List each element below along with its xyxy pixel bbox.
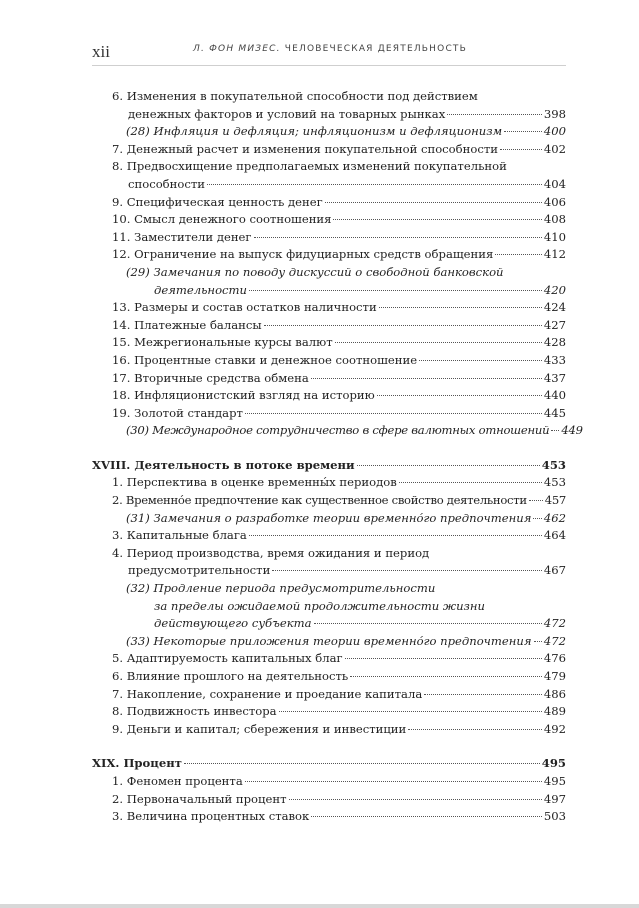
toc-excursus-32[interactable] xyxy=(92,615,566,633)
toc-page-number: 467 xyxy=(543,563,566,578)
toc-page-number: 492 xyxy=(543,721,566,736)
toc-page-number: 428 xyxy=(543,335,566,350)
toc-page-number: 462 xyxy=(543,510,566,525)
dot-leader xyxy=(533,518,541,519)
toc-page-number: 410 xyxy=(543,229,566,244)
toc-page-number: 427 xyxy=(543,317,566,332)
toc-page-number: 400 xyxy=(543,124,566,139)
toc-entry-title: 17. Вторичные средства обмена xyxy=(112,370,309,385)
toc-page-number: 402 xyxy=(543,141,566,156)
toc-entry-title: (33) Некоторые приложения теории временно́го предпочтения xyxy=(126,633,532,648)
toc-page-number: 398 xyxy=(543,106,566,121)
toc-entry-18-4-line1: 4. Период производства, время ожидания и период xyxy=(112,545,430,560)
toc-entry-title: 6. Влияние прошлого на деятельность xyxy=(112,669,349,683)
toc-entry-10[interactable] xyxy=(92,211,566,229)
dot-leader xyxy=(419,360,542,361)
toc-page-number: 472 xyxy=(543,633,566,648)
toc-entry-title: 3. Капитальные блага xyxy=(112,528,247,543)
page-bottom-edge xyxy=(0,904,639,908)
toc-page-number: 406 xyxy=(543,194,566,209)
toc-page-number: 497 xyxy=(543,791,566,806)
dot-leader xyxy=(504,131,542,132)
dot-leader xyxy=(495,254,542,255)
toc-entry-7[interactable] xyxy=(92,141,566,159)
toc-excursus-32-line2: за пределы ожидаемой продолжительности жизни xyxy=(154,598,485,613)
toc-entry-title: 19. Золотой стандарт xyxy=(112,405,243,420)
dot-leader xyxy=(551,430,559,431)
toc-entry-title: 14. Платежные балансы xyxy=(112,317,262,332)
toc-entry-18-6[interactable] xyxy=(92,668,566,686)
dot-leader xyxy=(335,342,542,343)
dot-leader xyxy=(447,114,542,115)
toc-entry-6-line1: 6. Изменения в покупательной способности под действием xyxy=(112,89,478,103)
toc-entry-11[interactable] xyxy=(92,229,566,247)
dot-leader xyxy=(279,711,542,712)
dot-leader xyxy=(314,623,542,624)
dot-leader xyxy=(345,658,542,659)
toc-excursus-32-line1: (32) Продление периода предусмотрительности xyxy=(126,581,436,596)
dot-leader xyxy=(350,676,542,677)
toc-entry-8-line1: 8. Предвосхищение предполагаемых изменений покупательной xyxy=(112,159,507,174)
running-head xyxy=(150,44,510,54)
toc-entry-title: 16. Процентные ставки и денежное соотношение xyxy=(112,352,418,367)
toc-entry-16[interactable] xyxy=(92,352,566,370)
toc-page-number: 408 xyxy=(543,212,566,227)
toc-entry-title: 7. Денежный расчет и изменения покупательной способности xyxy=(112,141,498,156)
page-folio: xii xyxy=(92,42,110,61)
toc-entry-18-7[interactable] xyxy=(92,686,566,704)
toc-entry-18-8[interactable] xyxy=(92,703,566,721)
section-gap xyxy=(92,440,566,457)
toc-entry-title: 2. Временно́е предпочтение как существенное свойство деятельности xyxy=(112,493,527,508)
toc-entry-18-9[interactable] xyxy=(92,721,566,739)
toc-entry-title: предусмотрительности xyxy=(128,563,271,578)
dot-leader xyxy=(264,325,542,326)
toc-entry-18-1[interactable] xyxy=(92,474,566,492)
toc-entry-19-2[interactable] xyxy=(92,791,566,809)
toc-excursus-28[interactable] xyxy=(92,123,566,141)
running-head-author: Л. ФОН МИЗЕС. xyxy=(193,44,281,54)
dot-leader xyxy=(289,799,542,800)
dot-leader xyxy=(424,694,542,695)
toc-entry-title: 1. Феномен процента xyxy=(112,773,243,788)
toc-entry-title: 2. Первоначальный процент xyxy=(112,791,287,806)
toc-entry-title: 1. Перспектива в оценке временны́х периодов xyxy=(112,475,397,490)
dot-leader xyxy=(245,413,542,414)
toc-entry-title: (31) Замечания о разработке теории временно́го предпочтения xyxy=(126,510,532,525)
dot-leader xyxy=(254,237,542,238)
toc-page-number: 486 xyxy=(543,686,566,701)
toc-entry-18-2[interactable] xyxy=(92,492,566,510)
toc-page-number: 495 xyxy=(541,756,566,771)
toc-entry-6[interactable] xyxy=(92,106,566,124)
toc-page-number: 449 xyxy=(561,423,583,438)
dot-leader xyxy=(249,535,542,536)
toc-entry-title: 10. Смысл денежного соотношения xyxy=(112,212,332,227)
toc-entry-17[interactable] xyxy=(92,370,566,388)
toc-entry-title: деятельности xyxy=(154,282,248,297)
toc-page-number: 445 xyxy=(543,405,566,420)
toc-entry-title: 9. Деньги и капитал; сбережения и инвестиции xyxy=(112,721,407,736)
toc-entry-title: способности xyxy=(128,176,205,191)
toc-entry-18-3[interactable] xyxy=(92,527,566,545)
toc-excursus-30[interactable] xyxy=(92,422,583,440)
toc-entry-13[interactable] xyxy=(92,299,566,317)
dot-leader xyxy=(534,641,542,642)
toc-page-number: 412 xyxy=(543,247,566,262)
toc-entry-15[interactable] xyxy=(92,334,566,352)
toc-page-number: 479 xyxy=(543,669,566,683)
toc-entry-title: (30) Международное сотрудничество в сфере валютных отношений xyxy=(126,423,550,438)
toc-entry-18-5[interactable] xyxy=(92,650,566,668)
running-head-title: ЧЕЛОВЕЧЕСКАЯ ДЕЯТЕЛЬНОСТЬ xyxy=(284,44,467,54)
toc-entry-title: 3. Величина процентных ставок xyxy=(112,809,310,824)
toc-chapter-xviii[interactable] xyxy=(92,457,566,475)
toc-entry-title: 9. Специфическая ценность денег xyxy=(112,194,323,209)
dot-leader xyxy=(377,395,542,396)
toc-page-number: 433 xyxy=(543,352,566,367)
toc-page-number: 404 xyxy=(543,176,566,191)
toc-entry-title: 15. Межрегиональные курсы валют xyxy=(112,335,333,350)
toc-entry-8[interactable] xyxy=(92,176,566,194)
toc-entry-title: 13. Размеры и состав остатков наличности xyxy=(112,300,377,315)
toc-page-number: 437 xyxy=(543,370,566,385)
dot-leader xyxy=(408,729,542,730)
toc-entry-14[interactable] xyxy=(92,317,566,335)
dot-leader xyxy=(245,781,542,782)
toc-entry-18[interactable] xyxy=(92,387,566,405)
table-of-contents xyxy=(92,88,583,826)
toc-entry-title: действующего субъекта xyxy=(154,616,312,631)
toc-page-number: 495 xyxy=(543,773,566,788)
dot-leader xyxy=(357,465,540,466)
dot-leader xyxy=(379,307,542,308)
toc-page-number: 489 xyxy=(543,704,566,719)
toc-page-number: 453 xyxy=(543,475,566,490)
dot-leader xyxy=(184,763,540,764)
dot-leader xyxy=(529,500,543,501)
toc-entry-title: 18. Инфляционистский взгляд на историю xyxy=(112,388,375,403)
dot-leader xyxy=(311,816,542,817)
toc-entry-9[interactable] xyxy=(92,194,566,212)
toc-page-number: 440 xyxy=(543,388,566,403)
section-gap xyxy=(92,738,566,755)
dot-leader xyxy=(249,290,542,291)
toc-entry-title: (28) Инфляция и дефляция; инфляционизм и дефляционизм xyxy=(126,124,503,139)
toc-page-number: 424 xyxy=(543,300,566,315)
dot-leader xyxy=(333,219,541,220)
dot-leader xyxy=(399,482,542,483)
dot-leader xyxy=(325,202,542,203)
toc-entry-title: денежных факторов и условий на товарных рынках xyxy=(128,106,446,121)
toc-entry-title: 8. Подвижность инвестора xyxy=(112,704,277,719)
toc-chapter-xix[interactable] xyxy=(92,755,566,773)
dot-leader xyxy=(272,570,542,571)
dot-leader xyxy=(500,149,542,150)
toc-entry-title: 12. Ограничение на выпуск фидуциарных средств обращения xyxy=(112,247,494,262)
toc-page-number: 420 xyxy=(543,282,566,297)
toc-page-number: 472 xyxy=(543,616,566,631)
toc-page-number: 464 xyxy=(543,528,566,543)
toc-entry-19[interactable] xyxy=(92,405,566,423)
toc-entry-title: 7. Накопление, сохранение и проедание капитала xyxy=(112,686,423,701)
header-rule xyxy=(92,65,566,66)
dot-leader xyxy=(311,378,542,379)
toc-page-number: 453 xyxy=(541,457,566,472)
toc-entry-title: 11. Заместители денег xyxy=(112,229,252,244)
dot-leader xyxy=(207,184,542,185)
toc-chapter-title: XIX. Процент xyxy=(92,756,182,771)
toc-page-number: 457 xyxy=(544,493,566,508)
toc-page-number: 503 xyxy=(543,809,566,824)
toc-excursus-33[interactable] xyxy=(92,633,566,651)
toc-chapter-title: XVIII. Деятельность в потоке времени xyxy=(92,457,355,472)
toc-entry-12[interactable] xyxy=(92,246,566,264)
toc-entry-title: 5. Адаптируемость капитальных благ xyxy=(112,651,343,666)
toc-page-number: 476 xyxy=(543,651,566,666)
toc-excursus-29[interactable] xyxy=(92,282,566,300)
toc-excursus-29-line1: (29) Замечания по поводу дискуссий о свободной банковской xyxy=(126,264,504,279)
toc-excursus-31[interactable] xyxy=(92,510,566,528)
toc-entry-19-1[interactable] xyxy=(92,773,566,791)
toc-entry-19-3[interactable] xyxy=(92,808,566,826)
toc-entry-18-4[interactable] xyxy=(92,562,566,580)
